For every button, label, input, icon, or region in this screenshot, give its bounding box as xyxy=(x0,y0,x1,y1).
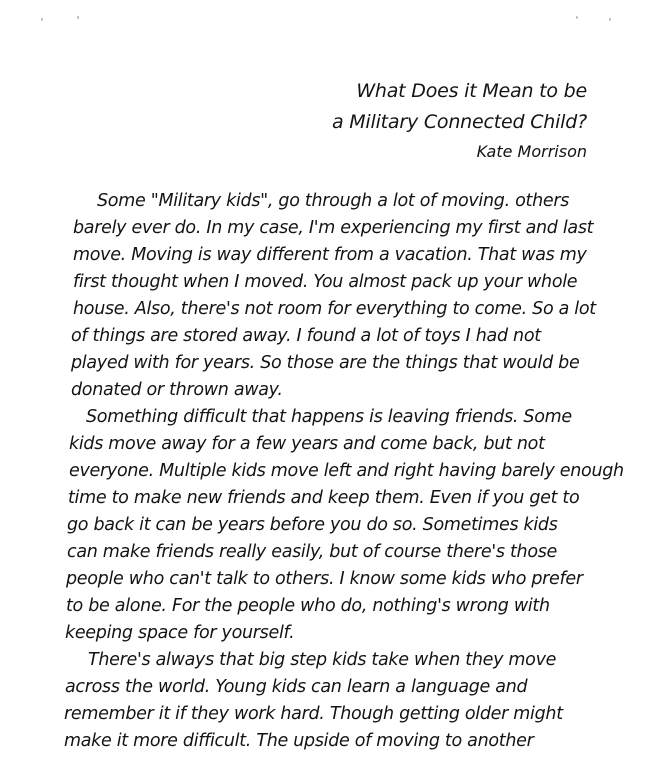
text-line: kids move away for a few years and come back, but not xyxy=(69,434,545,454)
text-line: can make friends really easily, but of course there's those xyxy=(67,542,558,562)
text-line: people who can't talk to others. I know some kids who prefer xyxy=(66,569,583,589)
text-line: Some "Military kids", go through a lot of moving. others xyxy=(97,191,570,211)
text-line: donated or thrown away. xyxy=(71,380,283,400)
text-line: of things are stored away. I found a lot of toys I had not xyxy=(71,326,541,346)
title-line-1: What Does it Mean to be xyxy=(356,80,587,102)
text-line: time to make new friends and keep them. Even if you get to xyxy=(68,488,580,508)
text-line: make it more difficult. The upside of moving to another xyxy=(64,731,534,751)
text-line: played with for years. So those are the things that would be xyxy=(71,353,580,373)
document-header xyxy=(332,76,587,166)
text-line: to be alone. For the people who do, nothing's wrong with xyxy=(66,596,550,616)
text-line: across the world. Young kids can learn a language and xyxy=(65,677,528,697)
author-name: Kate Morrison xyxy=(476,142,587,161)
text-line: remember it if they work hard. Though getting older might xyxy=(64,704,563,724)
text-line: go back it can be years before you do so. Sometimes kids xyxy=(67,515,558,535)
scan-speck xyxy=(77,16,79,19)
text-line: Something difficult that happens is leaving friends. Some xyxy=(86,407,572,427)
scan-speck xyxy=(41,18,43,21)
text-line: house. Also, there's not room for everything to come. So a lot xyxy=(73,299,596,319)
text-line: keeping space for yourself. xyxy=(65,623,295,643)
text-line: There's always that big step kids take when they move xyxy=(88,650,557,670)
scan-speck xyxy=(576,16,578,19)
text-line: everyone. Multiple kids move left and right having barely enough xyxy=(69,461,624,481)
text-line: first thought when I moved. You almost pack up your whole xyxy=(73,272,578,292)
text-line: barely ever do. In my case, I'm experiencing my first and last xyxy=(73,218,594,238)
scan-speck xyxy=(609,18,611,21)
text-line: move. Moving is way different from a vacation. That was my xyxy=(73,245,587,265)
title-line-2: a Military Connected Child? xyxy=(331,111,587,133)
essay-body xyxy=(62,188,624,755)
